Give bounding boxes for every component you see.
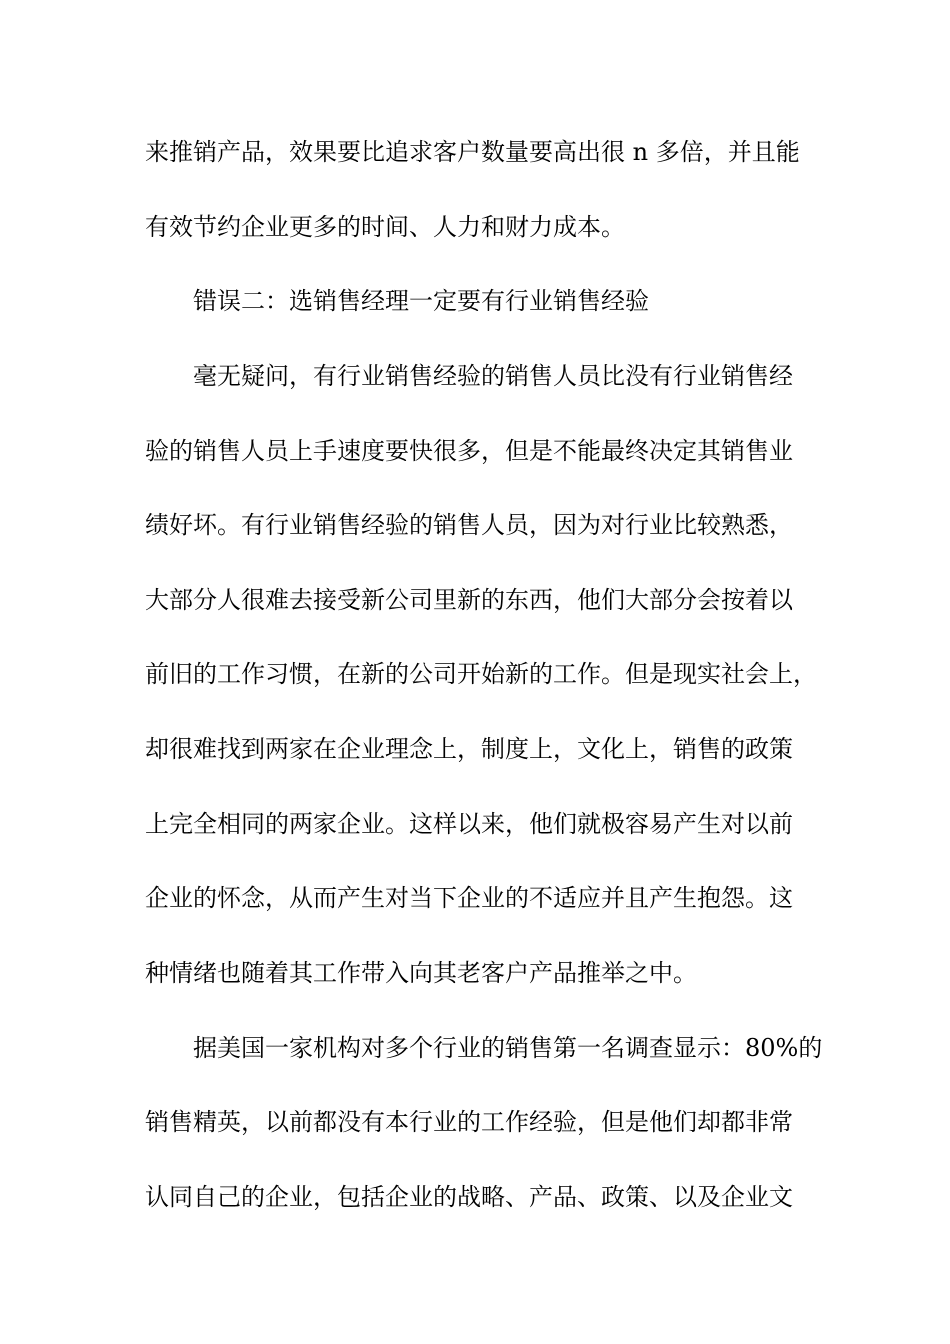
- text-line: 大部分人很难去接受新公司里新的东西，他们大部分会按着以: [145, 586, 793, 614]
- text-line: 前旧的工作习惯，在新的公司开始新的工作。但是现实社会上，: [145, 660, 817, 688]
- text-line: 企业的怀念，从而产生对当下企业的不适应并且产生抱怨。这: [145, 884, 793, 912]
- text-line: 有效节约企业更多的时间、人力和财力成本。: [145, 213, 625, 241]
- text-line: 却很难找到两家在企业理念上，制度上，文化上，销售的政策: [145, 735, 793, 763]
- text-line: 验的销售人员上手速度要快很多，但是不能最终决定其销售业: [145, 437, 793, 465]
- text-line: 上完全相同的两家企业。这样以来，他们就极容易产生对以前: [145, 810, 793, 838]
- text-line: 销售精英，以前都没有本行业的工作经验，但是他们却都非常: [145, 1108, 793, 1136]
- text-line: 据美国一家机构对多个行业的销售第一名调查显示：80%的: [145, 1034, 823, 1062]
- section-heading: 错误二：选销售经理一定要有行业销售经验: [145, 287, 649, 315]
- text-line: 绩好坏。有行业销售经验的销售人员，因为对行业比较熟悉，: [145, 511, 793, 539]
- text-line: 认同自己的企业，包括企业的战略、产品、政策、以及企业文: [145, 1183, 793, 1211]
- text-line: 来推销产品，效果要比追求客户数量要高出很 n 多倍，并且能: [145, 138, 800, 166]
- text-line: 毫无疑问，有行业销售经验的销售人员比没有行业销售经: [145, 362, 793, 390]
- text-line: 种情绪也随着其工作带入向其老客户产品推举之中。: [145, 959, 697, 987]
